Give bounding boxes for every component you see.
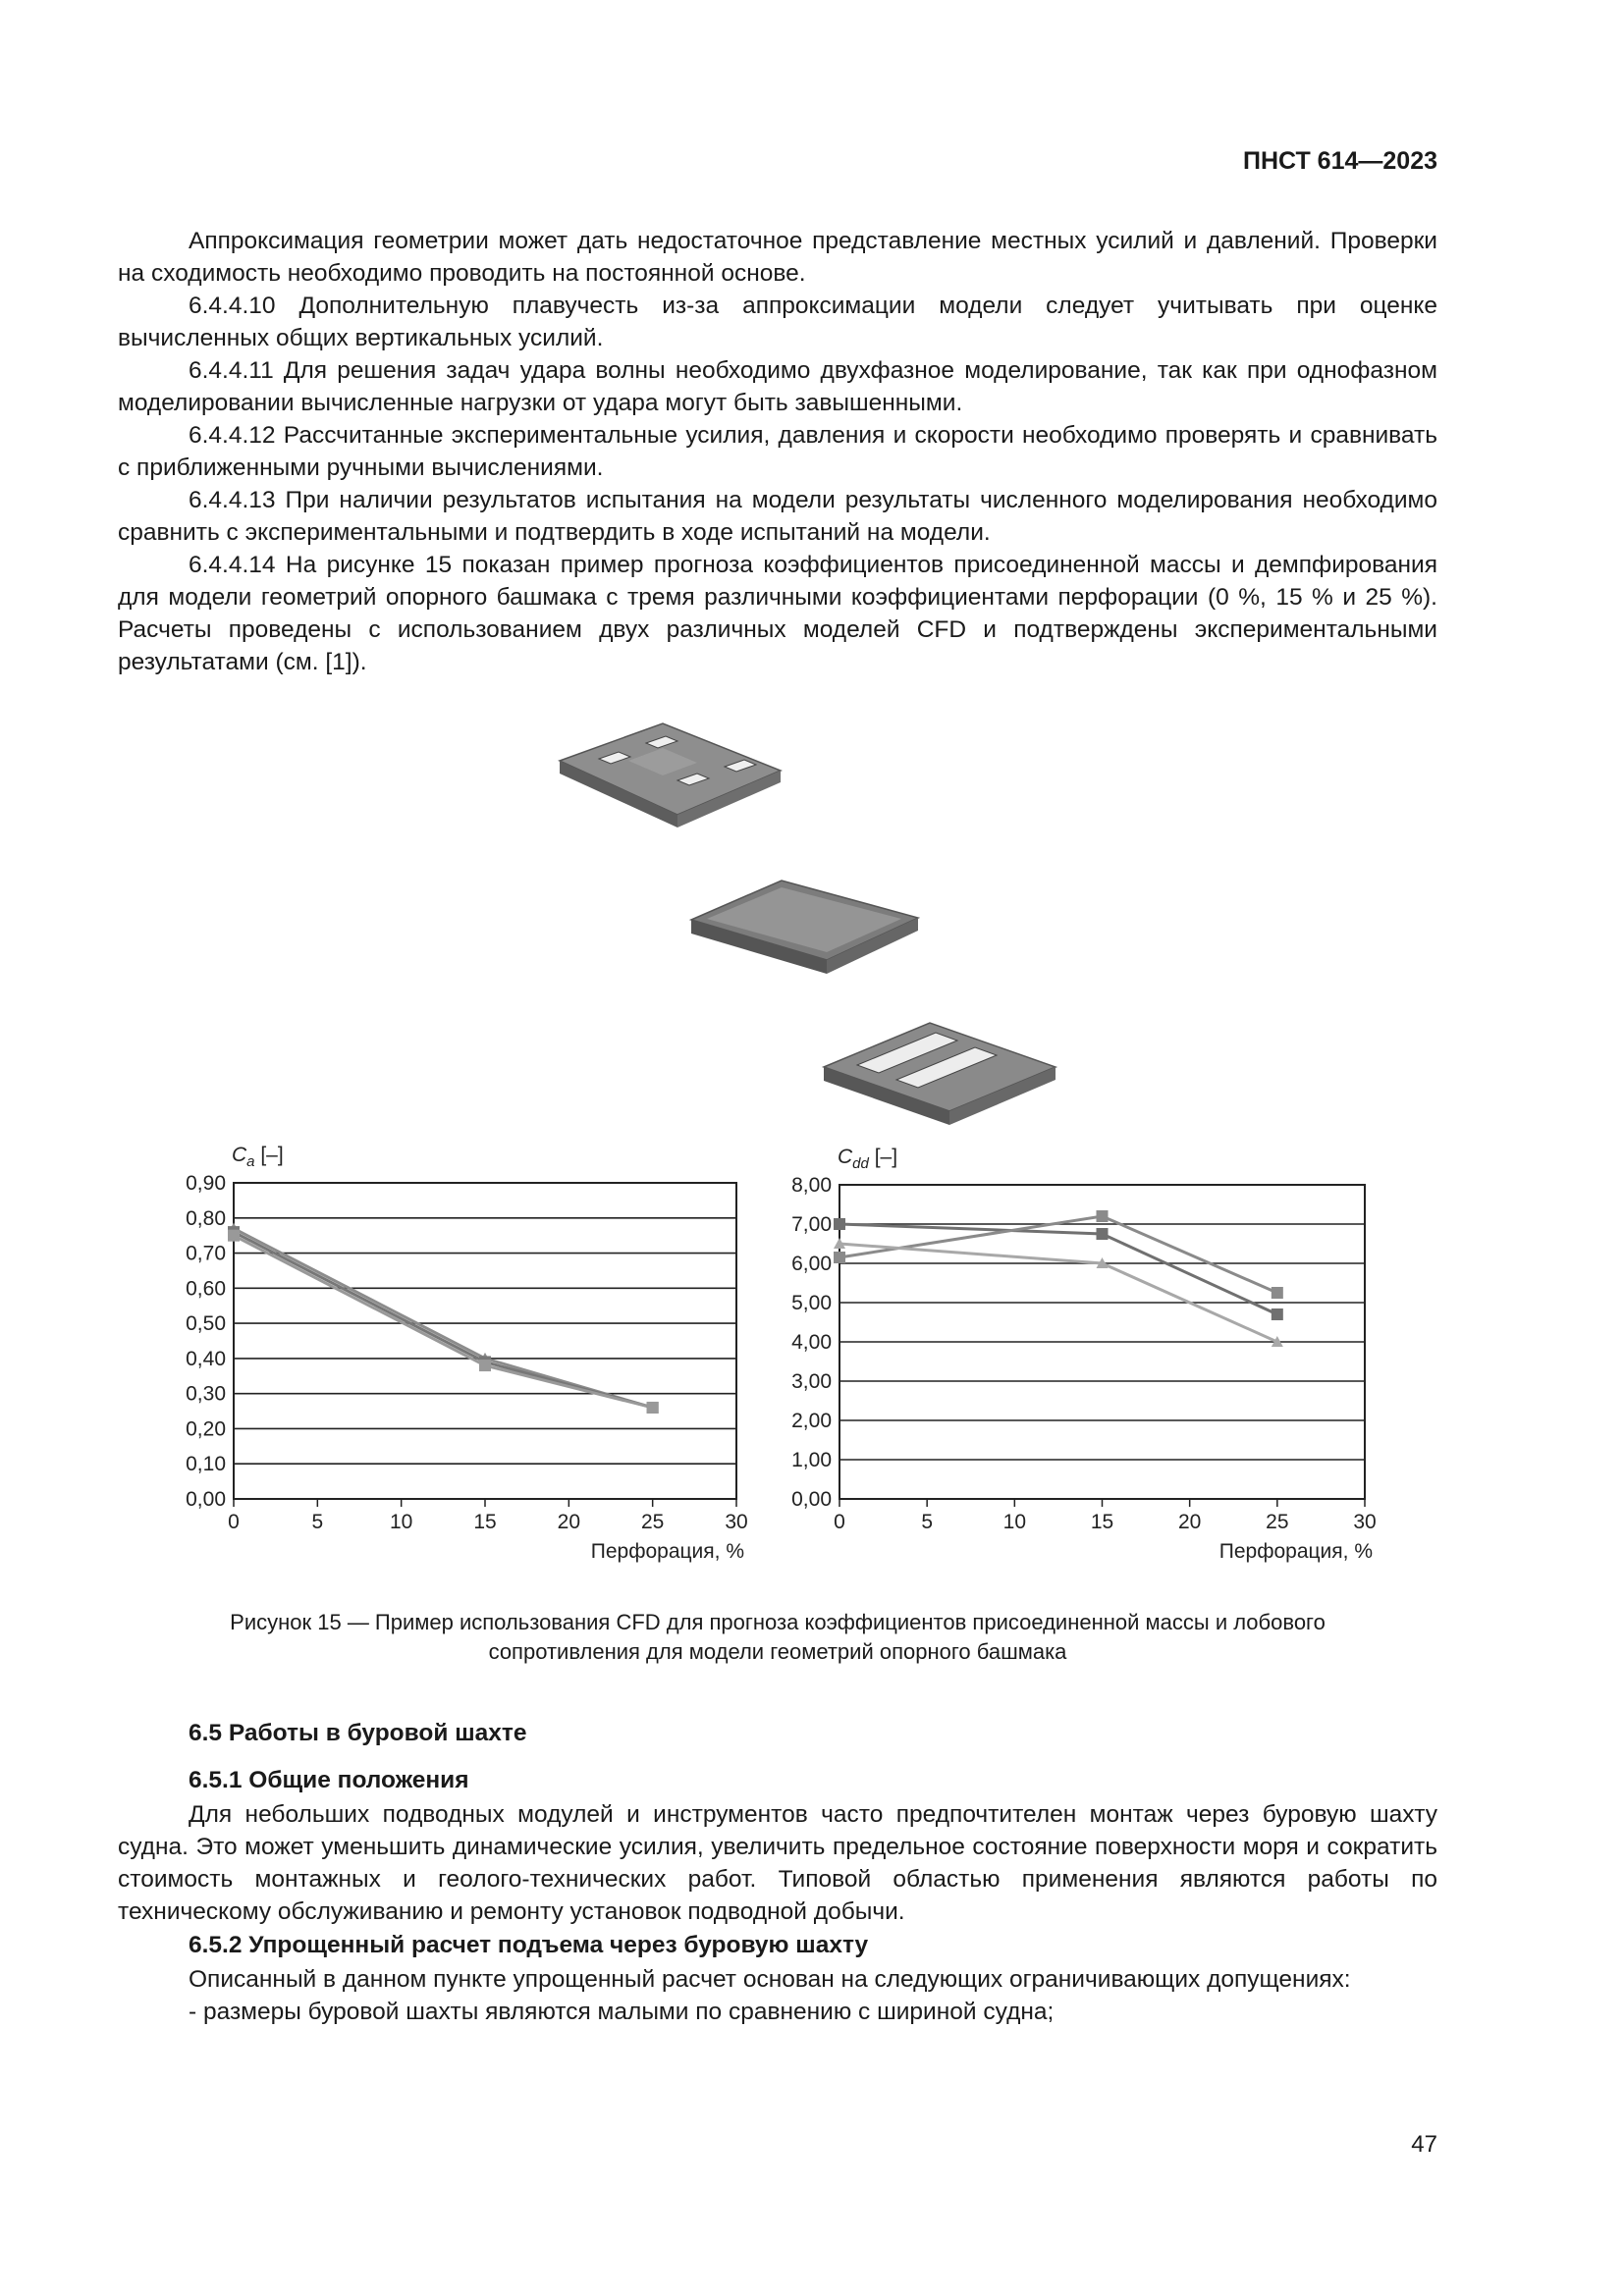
data-point: [647, 1402, 659, 1413]
model-plate-four-holes: [550, 721, 795, 859]
paragraph: 6.4.4.13 При наличии результатов испытания на модели результаты численного моделирования необходимо сравнить с экспериментальными и подтвердить в ходе испытаний на модели.: [118, 487, 1437, 546]
x-tick-label: 15: [473, 1511, 497, 1533]
caption-line-1: Рисунок 15 — Пример использования CFD для прогноза коэффициентов присоединенной массы и лобового: [230, 1610, 1326, 1634]
x-tick-label: 5: [311, 1511, 324, 1533]
paragraph: 6.4.4.11 Для решения задач удара волны необходимо двухфазное моделирование, так как при однофазном моделировании вычисленные нагрузки от удара могут быть завышенными.: [118, 357, 1437, 416]
chart-added-mass: [147, 1134, 761, 1575]
data-point: [1272, 1287, 1283, 1299]
data-point: [1097, 1228, 1109, 1240]
y-axis-label: $C_{dd}$ [–]: [838, 1146, 898, 1172]
series-line: [839, 1216, 1277, 1293]
x-tick-label: 25: [1266, 1511, 1289, 1533]
y-tick-label: 0,90: [186, 1172, 226, 1195]
model-plate-solid: [687, 859, 923, 996]
paragraph: 6.4.4.14 На рисунке 15 показан пример прогноза коэффициентов присоединенной массы и демпфирования для модели геометрий опорного башмака с тремя различными коэффициентами перфорации (0 %, 15 % и 25 %). Расчеты проведены с использованием двух различных моделей CFD и подтверждены экспериментальными результатами (см. [1]).: [118, 552, 1437, 675]
series-line: [234, 1229, 653, 1408]
y-tick-label: 7,00: [791, 1213, 832, 1236]
x-tick-label: 10: [389, 1511, 413, 1533]
data-point: [228, 1223, 240, 1234]
y-tick-label: 3,00: [791, 1370, 832, 1393]
y-tick-label: 0,70: [186, 1242, 226, 1265]
y-tick-label: 1,00: [791, 1449, 832, 1471]
x-tick-label: 20: [557, 1511, 581, 1533]
data-point: [228, 1226, 240, 1238]
document-code: ПНСТ 614—2023: [1243, 147, 1437, 175]
page-number: 47: [1411, 2131, 1437, 2158]
x-tick-label: 20: [1177, 1511, 1202, 1533]
data-point: [1097, 1257, 1109, 1268]
y-tick-label: 6,00: [791, 1253, 832, 1275]
y-tick-label: 4,00: [791, 1331, 832, 1354]
data-point: [834, 1238, 845, 1249]
section-6-5: [118, 1716, 1437, 2028]
data-point: [647, 1402, 659, 1414]
x-tick-label: 25: [640, 1511, 665, 1533]
x-tick-label: 30: [725, 1511, 748, 1533]
y-tick-label: 0,60: [186, 1277, 226, 1301]
x-axis-label: Перфорация, %: [590, 1540, 744, 1563]
plot-frame: [839, 1185, 1365, 1499]
y-tick-label: 2,00: [791, 1410, 832, 1432]
data-point: [479, 1356, 491, 1367]
plot-frame: [234, 1183, 736, 1499]
data-point: [1272, 1308, 1283, 1320]
x-tick-label: 15: [1090, 1511, 1114, 1533]
y-tick-label: 8,00: [791, 1174, 832, 1197]
data-point: [479, 1360, 491, 1371]
caption-line-2: сопротивления для модели геометрий опорного башмака: [488, 1639, 1067, 1664]
data-point: [479, 1353, 491, 1363]
y-tick-label: 5,00: [791, 1292, 832, 1314]
y-tick-label: 0,80: [186, 1206, 226, 1230]
paragraph: Для небольших подводных модулей и инструментов часто предпочтителен монтаж через буровую шахту судна. Это может уменьшить динамические усилия, увеличить предельное состояние поверхности моря и сократить стоимость монтажных и геолого-технических работ. Типовой областью применения являются работы по техническому обслуживанию и ремонту установок подводной добычи.: [118, 1801, 1437, 1925]
data-point: [834, 1218, 845, 1230]
data-point: [834, 1252, 845, 1263]
series-line: [234, 1236, 653, 1408]
y-tick-label: 0,50: [186, 1312, 226, 1336]
y-tick-label: 0,00: [186, 1488, 226, 1511]
figure-caption: [118, 1608, 1437, 1667]
series-line: [839, 1244, 1277, 1342]
list-item: - размеры буровой шахты являются малыми по сравнению с шириной судна;: [189, 1999, 1055, 2025]
series-line: [234, 1232, 653, 1408]
y-tick-label: 0,10: [186, 1453, 226, 1476]
body-text: [118, 225, 1437, 678]
x-tick-label: 30: [1353, 1511, 1377, 1533]
data-point: [647, 1402, 659, 1414]
paragraph: Описанный в данном пункте упрощенный расчет основан на следующих ограничивающих допущениях:: [189, 1966, 1351, 1993]
chart-drag-coefficient: [751, 1134, 1399, 1575]
x-tick-label: 0: [834, 1511, 845, 1533]
subsection-heading: 6.5.2 Упрощенный расчет подъема через буровую шахту: [189, 1932, 869, 1958]
y-tick-label: 0,00: [791, 1488, 832, 1511]
series-line: [839, 1224, 1277, 1314]
y-tick-label: 0,40: [186, 1347, 226, 1370]
x-axis-label: Перфорация, %: [1218, 1540, 1373, 1563]
data-point: [228, 1230, 240, 1242]
paragraph: Аппроксимация геометрии может дать недостаточное представление местных усилий и давлений. Проверки на сходимость необходимо проводить на постоянной основе.: [118, 228, 1437, 287]
y-axis-label: $C_a$ [–]: [232, 1144, 284, 1170]
subsection-heading: 6.5.1 Общие положения: [189, 1767, 469, 1793]
x-tick-label: 0: [228, 1511, 240, 1533]
section-heading: 6.5 Работы в буровой шахте: [189, 1720, 527, 1746]
y-tick-label: 0,20: [186, 1417, 226, 1441]
x-tick-label: 10: [1002, 1511, 1027, 1533]
paragraph: 6.4.4.10 Дополнительную плавучесть из-за аппроксимации модели следует учитывать при оценке вычисленных общих вертикальных усилий.: [118, 293, 1437, 351]
model-plate-slots: [820, 1011, 1060, 1144]
data-point: [1097, 1210, 1109, 1222]
paragraph: 6.4.4.12 Рассчитанные экспериментальные усилия, давления и скорости необходимо проверять и сравнивать с приближенными ручными вычислениями.: [118, 422, 1437, 481]
y-tick-label: 0,30: [186, 1382, 226, 1406]
x-tick-label: 5: [921, 1511, 934, 1533]
data-point: [1272, 1336, 1283, 1347]
